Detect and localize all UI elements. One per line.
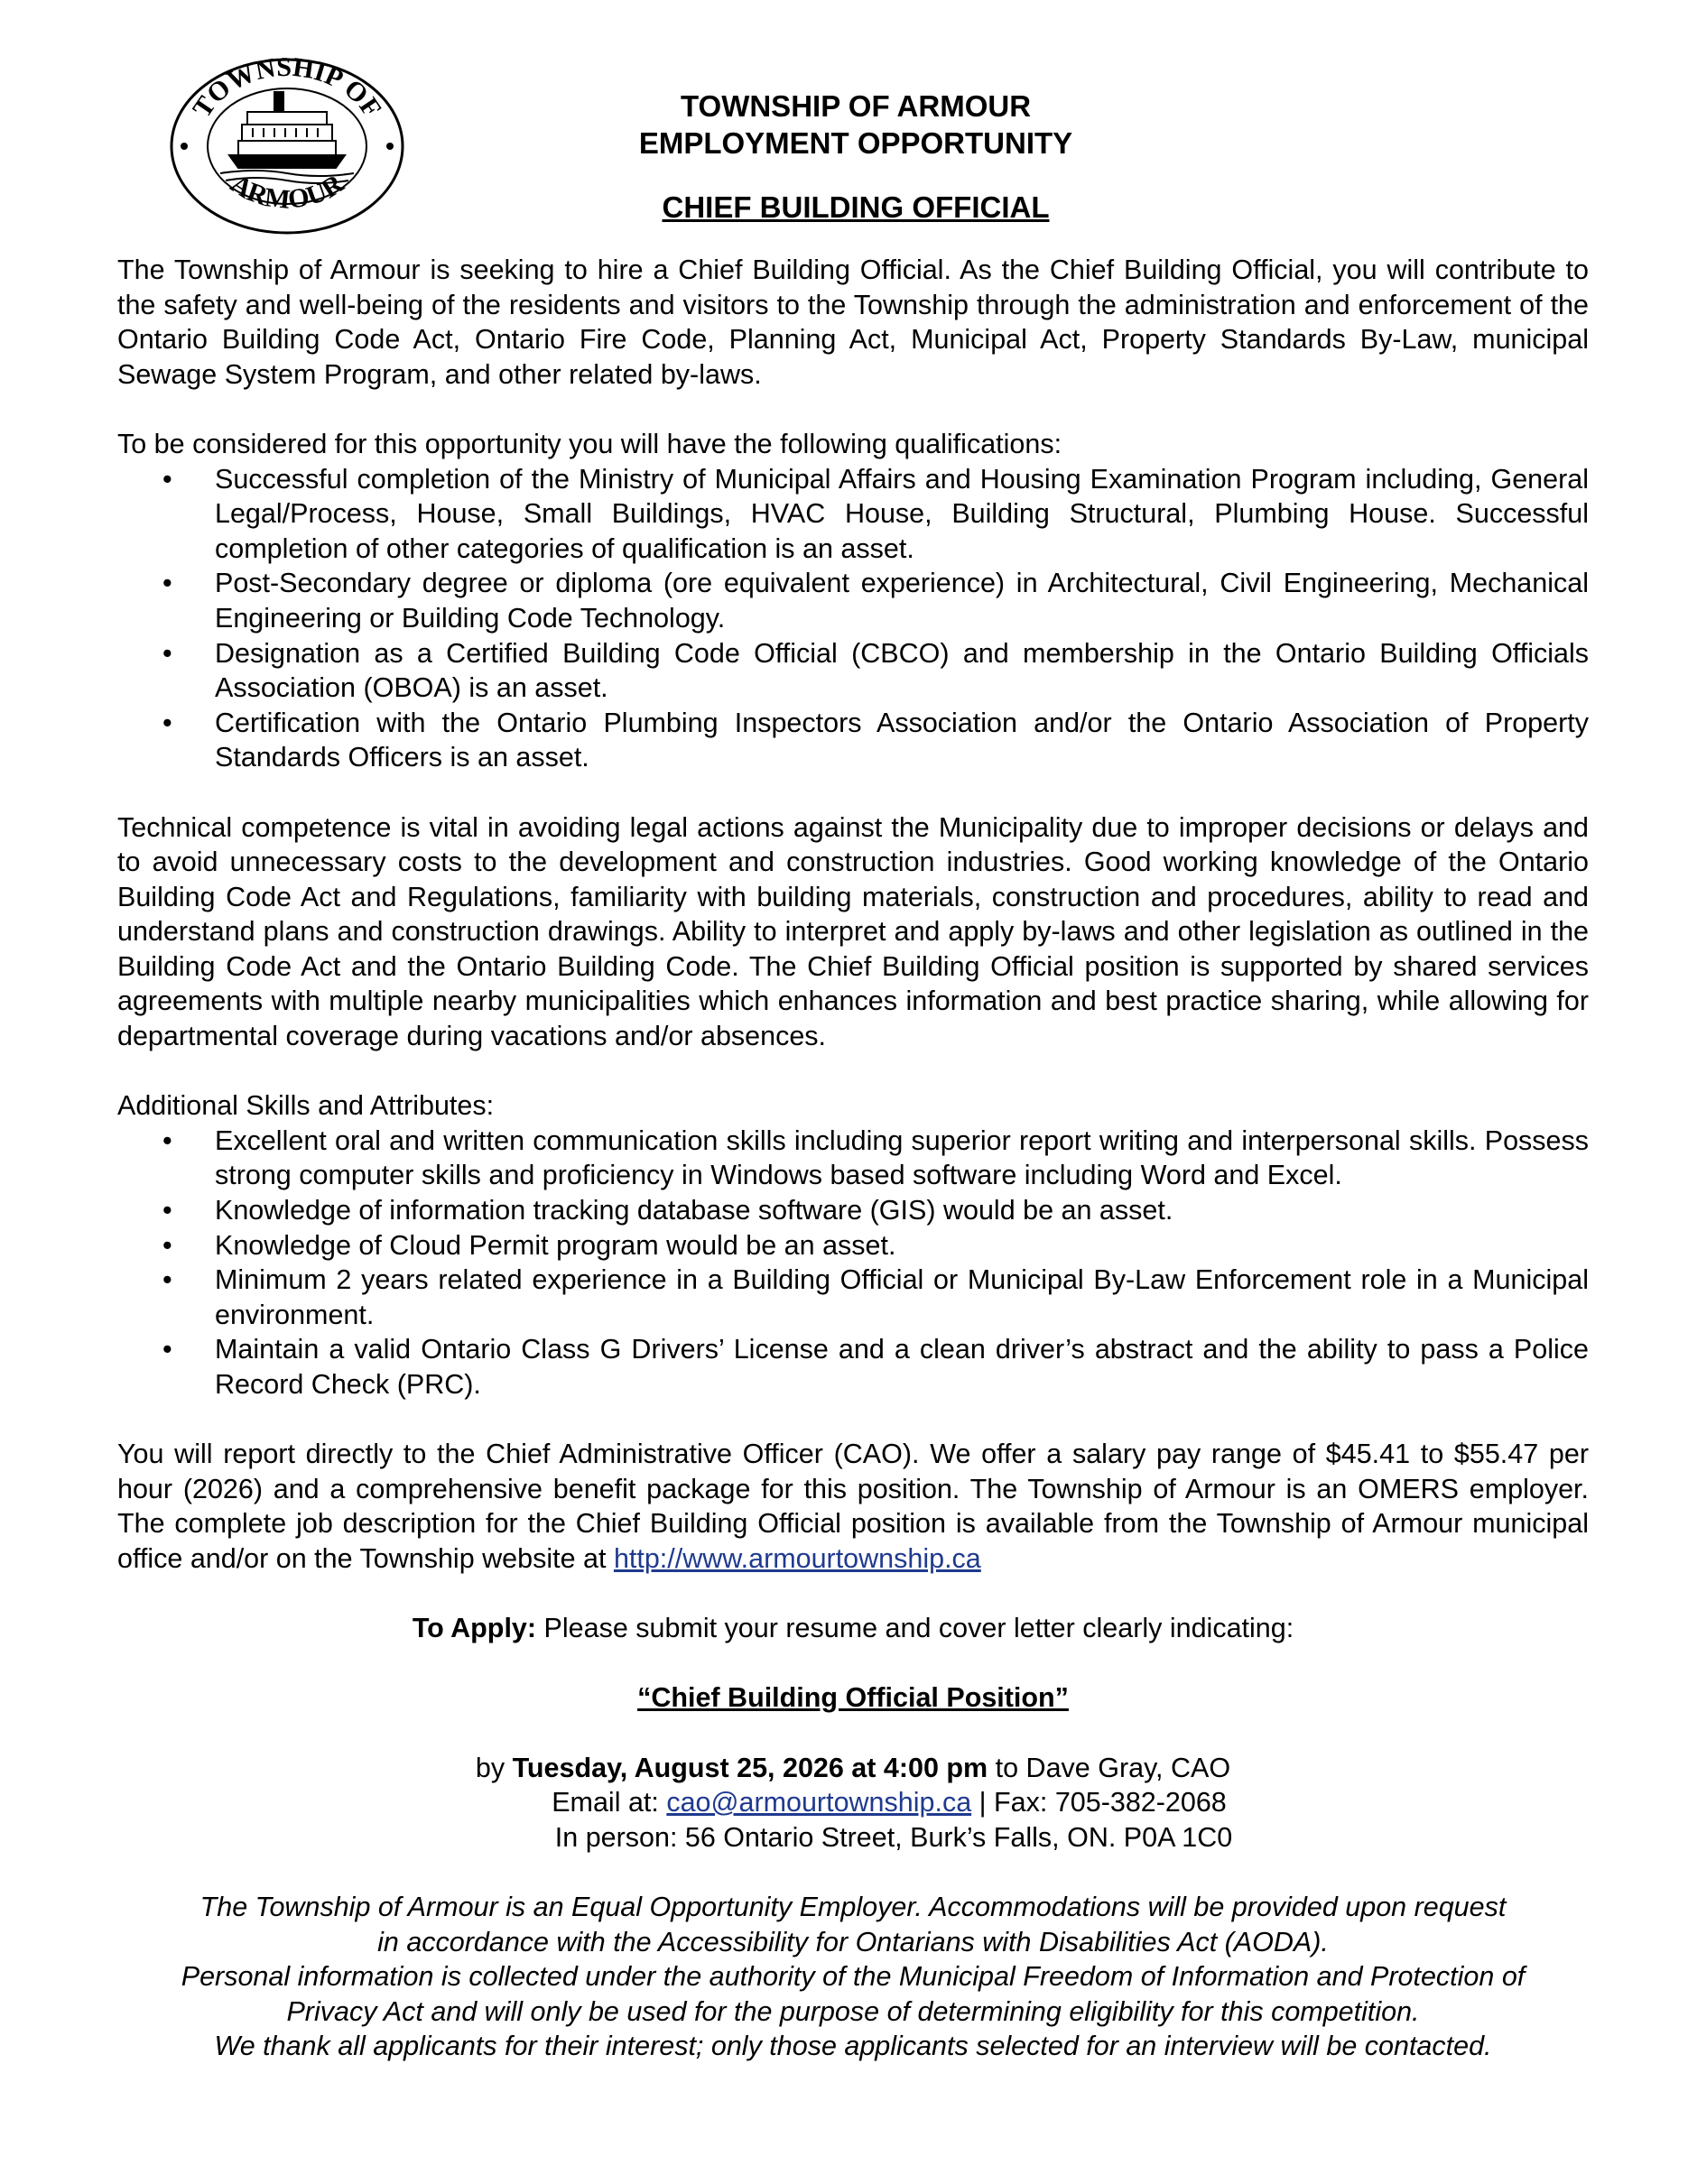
list-item: • Certification with the Ontario Plumbing Inspectors Association and/or the Ontario Association of Property Standards Officers is an asset. [117,706,1589,775]
list-item: • Maintain a valid Ontario Class G Drivers’ License and a clean driver’s abstract and the ability to pass a Police Record Check (PRC). [117,1332,1589,1402]
notice-line: The Township of Armour is an Equal Opportunity Employer. Accommodations will be provided upon request [199,1891,1507,1922]
position-title: “Chief Building Official Position” [637,1682,1069,1714]
township-seal-logo [166,56,408,236]
email-label: Email at: [552,1787,667,1818]
seal-top-text: TOWNSHIP OF [187,56,387,124]
qualifications-heading: To be considered for this opportunity you will have the following qualifications: [117,428,1062,459]
list-item: • Post-Secondary degree or diploma (ore equivalent experience) in Architectural, Civil Engineering, Mechanical Engineering or Building Code Technology. [117,566,1589,635]
in-person-line: In person: 56 Ontario Street, Burk’s Falls, ON. P0A 1C0 [554,1821,1233,1853]
deadline-date: Tuesday, August 25, 2026 at 4:00 pm [512,1752,988,1783]
seal-bottom-text: ARMOUR [225,168,349,215]
skills-list [117,1124,1589,1402]
deadline-prefix: by [475,1752,513,1783]
apply-text: Please submit your resume and cover letter clearly indicating: [536,1613,1294,1644]
posting-body [117,253,1589,2064]
org-heading: TOWNSHIP OF ARMOUR [680,89,1032,123]
equal-opportunity-notice [117,1890,1589,2064]
apply-label: To Apply: [412,1613,537,1644]
notice-line: Personal information is collected under the authority of the Municipal Freedom of Information and Protection of [181,1961,1526,1993]
list-item: • Minimum 2 years related experience in a Building Official or Municipal By-Law Enforcement role in a Municipal environment. [117,1263,1589,1332]
skills-heading: Additional Skills and Attributes: [117,1090,495,1122]
township-website-link[interactable]: http://www.armourtownship.ca [613,1542,981,1574]
employment-heading: EMPLOYMENT OPPORTUNITY [638,126,1073,160]
fax-text: | Fax: 705-382-2068 [971,1787,1227,1818]
list-item: • Knowledge of Cloud Permit program would be an asset. [117,1228,1589,1263]
apply-line [117,1611,1589,1646]
list-item: • Knowledge of information tracking database software (GIS) would be an asset. [117,1193,1589,1228]
deadline-line [117,1751,1589,1786]
email-link[interactable]: cao@armourtownship.ca [666,1787,972,1818]
steamboat-icon [220,92,354,183]
list-item: • Designation as a Certified Building Code Official (CBCO) and membership in the Ontario Building Officials Association (OBOA) is an asset. [117,636,1589,706]
list-item: • Excellent oral and written communication skills including superior report writing and interpersonal skills. Possess strong computer skills and proficiency in Windows based software including Word and Excel. [117,1124,1589,1193]
notice-line: in accordance with the Accessibility for Ontarians with Disabilities Act (AODA). [377,1926,1329,1957]
job-title: CHIEF BUILDING OFFICIAL [662,190,1050,224]
list-item: • Successful completion of the Ministry of Municipal Affairs and Housing Examination Program including, General Legal/Process, House, Small Buildings, HVAC House, Building Structural, Plumbing House. Successful completion of other categories of qualification is an asset. [117,462,1589,567]
contact-email-line [117,1785,1589,1820]
report-text: You will report directly to the Chief Administrative Officer (CAO). We offer a salary pay range of $45.41 to $55.47 per hour (2026) and a comprehensive benefit package for this position. The Township of Armour is an OMERS employer. The complete job description for the Chief Building Official position is available from the Township of Armour municipal office and/or on the Township website at [117,1439,1589,1574]
notice-line: We thank all applicants for their interest; only those applicants selected for an interview will be contacted. [214,2031,1492,2062]
qualifications-list [117,462,1589,775]
notice-line: Privacy Act and will only be used for the purpose of determining eligibility for this competition. [286,1995,1420,2027]
intro-paragraph: The Township of Armour is seeking to hire a Chief Building Official. As the Chief Building Official, you will contribute to the safety and well-being of the residents and visitors to the Township through the administration and enforcement of the Ontario Building Code Act, Ontario Fire Code, Planning Act, Municipal Act, Property Standards By-Law, municipal Sewage System Program, and other related by-laws. [117,254,1589,390]
technical-paragraph: Technical competence is vital in avoiding legal actions against the Municipality due to improper decisions or delays and to avoid unnecessary costs to the development and construction industries. Good working knowledge of the Ontario Building Code Act and Regulations, familiarity with building materials, construction and procedures, ability to read and understand plans and construction drawings. Ability to interpret and apply by-laws and other legislation as outlined in the Building Code Act and the Ontario Building Code. The Chief Building Official position is supported by shared services agreements with multiple nearby municipalities which enhances information and best practice sharing, while allowing for departmental coverage during vacations and/or absences. [117,811,1589,1052]
report-paragraph [117,1437,1589,1576]
deadline-recipient: to Dave Gray, CAO [988,1752,1231,1783]
